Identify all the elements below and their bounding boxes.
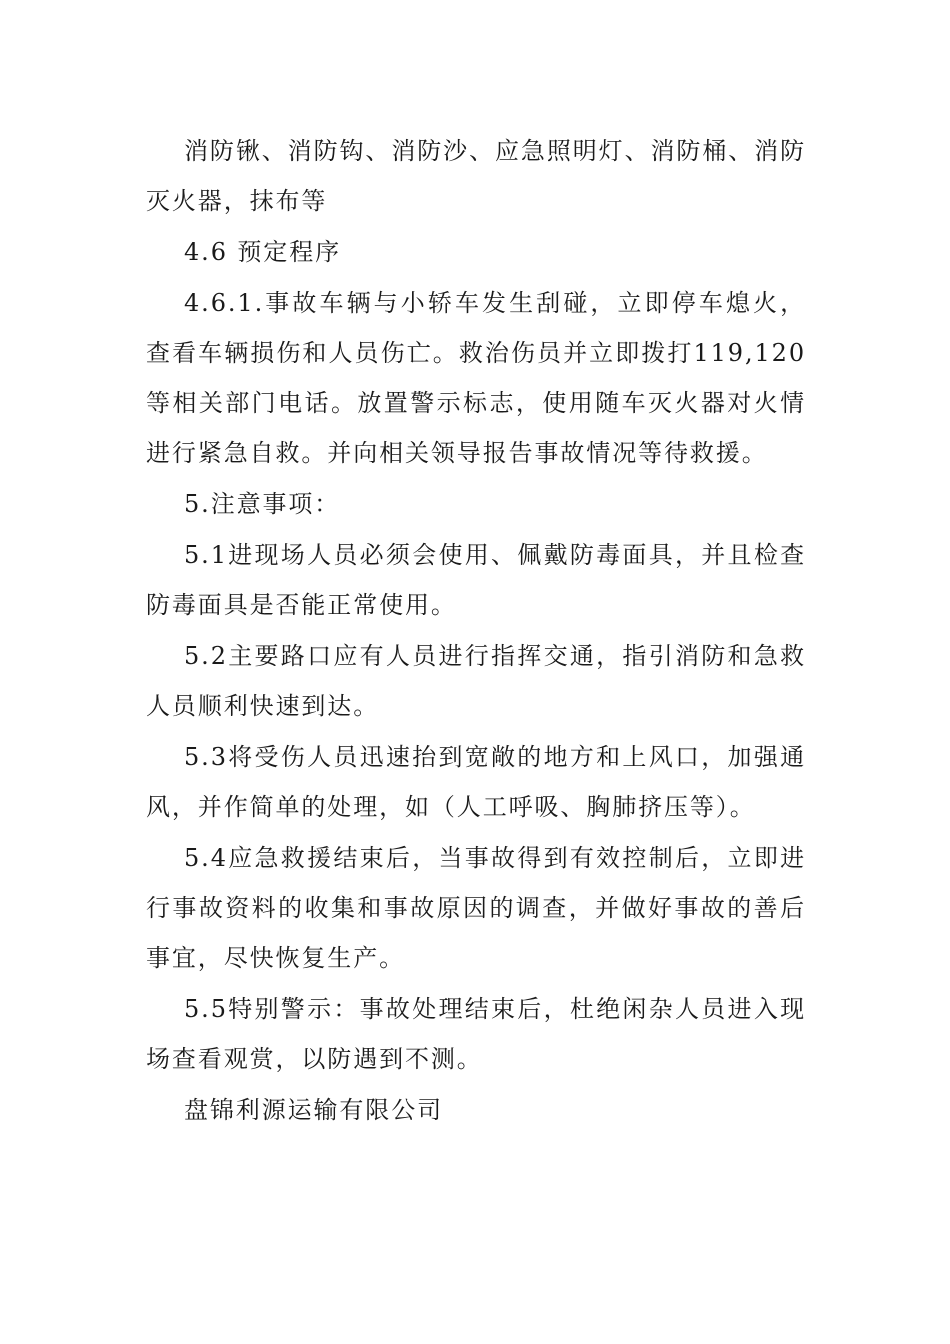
note-paragraph-5-4: 5.4应急救援结束后，当事故得到有效控制后，立即进行事故资料的收集和事故原因的调查，并做好事故的善后事宜，尽快恢复生产。 xyxy=(146,844,806,972)
document-body xyxy=(146,126,806,1136)
section-heading-5: 5.注意事项： xyxy=(184,490,341,518)
note-paragraph-5-1: 5.1进现场人员必须会使用、佩戴防毒面具，并且检查防毒面具是否能正常使用。 xyxy=(146,541,806,619)
equipment-list-paragraph: 消防锹、消防钩、消防沙、应急照明灯、消防桶、消防灭火器，抹布等 xyxy=(146,137,806,215)
note-paragraph-5-3: 5.3将受伤人员迅速抬到宽敞的地方和上风口，加强通风，并作简单的处理，如（人工呼吸、胸肺挤压等）。 xyxy=(146,743,806,821)
note-paragraph-5-2: 5.2主要路口应有人员进行指挥交通，指引消防和急救人员顺利快速到达。 xyxy=(146,642,806,720)
company-signature: 盘锦利源运输有限公司 xyxy=(184,1096,443,1124)
note-paragraph-5-5: 5.5特别警示：事故处理结束后，杜绝闲杂人员进入现场查看观赏，以防遇到不测。 xyxy=(146,995,806,1073)
section-heading-4-6: 4.6 预定程序 xyxy=(184,238,341,266)
procedure-paragraph-4-6-1: 4.6.1.事故车辆与小轿车发生刮碰，立即停车熄火，查看车辆损伤和人员伤亡。救治伤员并立即拨打119,120等相关部门电话。放置警示标志，使用随车灭火器对火情进行紧急自救。并向相关领导报告事故情况等待救援。 xyxy=(146,289,806,467)
